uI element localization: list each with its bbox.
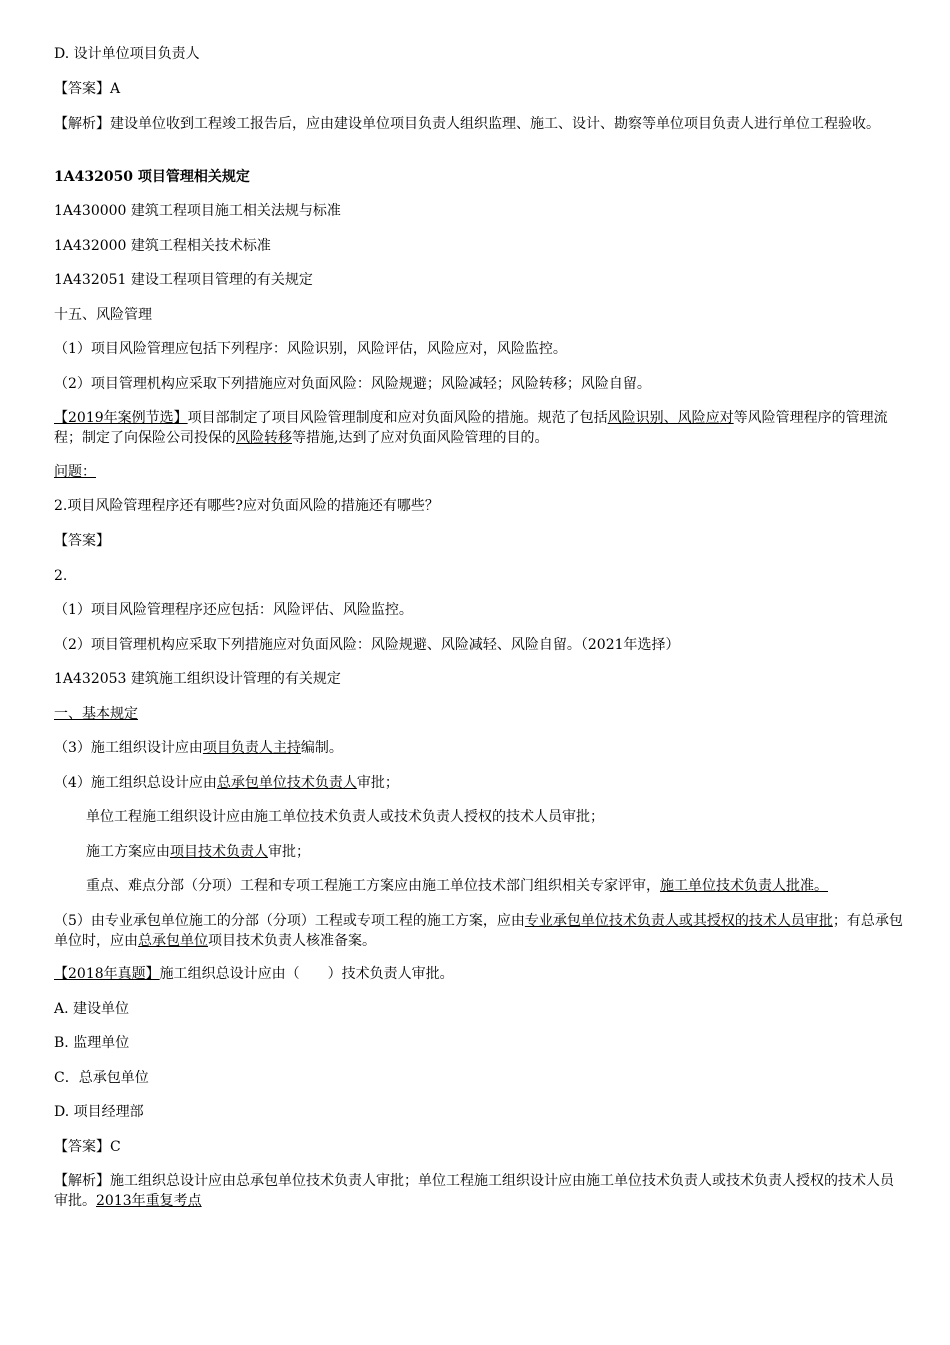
answer-label-line [54,531,904,551]
rule-text: （5）由专业承包单位施工的分部（分项）工程或专项工程的施工方案，应由 [54,913,525,929]
rule-highlight: 项目技术负责人 [170,844,268,860]
analysis-paragraph [54,1171,904,1211]
rule-highlight: 总承包单位 [138,933,208,949]
analysis-paragraph [54,114,904,134]
rule-text: 审批； [356,775,399,791]
option-d-line [54,1102,904,1122]
topic-text: 1A432051 建设工程项目管理的有关规定 [54,272,313,288]
analysis-text: 施工组织总设计应由总承包单位技术负责人审批；单位工程施工组织设计应由施工单位技术负责人或技术负责人授权的技术人员审批。 [54,1173,894,1209]
item-heading-text: 十五、风险管理 [54,307,152,323]
rule-text: 单位工程施工组织设计应由施工单位技术负责人或技术负责人授权的技术人员审批； [86,809,604,825]
question-text: 2.项目风险管理程序还有哪些?应对负面风险的措施还有哪些？ [54,498,439,514]
topic-text: 1A432053 建筑施工组织设计管理的有关规定 [54,671,341,687]
topic-line [54,270,904,290]
analysis-highlight: 2013年重复考点 [96,1193,202,1209]
option-text: D. 项目经理部 [54,1104,144,1120]
indented-rule-line [86,807,936,827]
answer-number: 2. [54,568,68,584]
rule-text: 编制。 [300,740,343,756]
section-heading-text: 1A432050 项目管理相关规定 [54,169,250,185]
case-text: 等风险管理程序的管理流程；制定了向保险公司投保的 [54,410,888,446]
rule-highlight: 总承包单位技术负责人 [216,775,357,791]
option-d-line [54,44,904,64]
answer-item [54,600,904,620]
rule-paragraph [54,911,904,951]
analysis-label: 【解析】 [54,116,110,132]
analysis-label: 【解析】 [54,1173,110,1189]
answer-text: 【答案】A [54,81,121,97]
option-b-line [54,1033,904,1053]
rule-text: （4）施工组织总设计应由 [54,775,217,791]
subheading-text: 一、基本规定 [54,706,138,722]
analysis-text: 建设单位收到工程竣工报告后，应由建设单位项目负责人组织监理、施工、设计、勘察等单位项目负责人进行单位工程验收。 [110,116,880,132]
answer-label: 【答案】 [54,533,110,549]
option-text: D. 设计单位项目负责人 [54,46,200,62]
option-text: C．总承包单位 [54,1070,149,1086]
rule-text: （1）项目风险管理应包括下列程序：风险识别，风险评估，风险应对，风险监控。 [54,341,567,357]
exam-question-text: 施工组织总设计应由（ ）技术负责人审批。 [159,966,454,982]
question-label-text: 问题： [54,464,96,480]
case-text: 等措施,达到了应对负面风险管理的目的。 [292,430,549,446]
rule-line [54,339,904,359]
exam-question-line [54,964,904,984]
rule-highlight: 项目负责人主持 [202,740,301,756]
answer-number-line [54,566,904,586]
topic-line [54,669,904,689]
subchapter-line [54,236,904,256]
rule-highlight: 施工单位技术负责人批准。 [660,878,828,894]
case-highlight: 风险转移 [236,430,292,446]
subchapter-text: 1A432000 建筑工程相关技术标准 [54,238,271,254]
question-line [54,496,904,516]
answer-item-text: （1）项目风险管理程序还应包括：风险评估、风险监控。 [54,602,413,618]
question-label [54,462,904,482]
answer-line [54,1137,904,1157]
rule-text: 审批； [268,844,310,860]
indented-rule-line [86,876,936,896]
chapter-line [54,201,904,221]
indented-rule-line [86,842,936,862]
case-tag: 【2019年案例节选】 [54,410,188,426]
option-a-line [54,999,904,1019]
rule-text: （2）项目管理机构应采取下列措施应对负面风险：风险规避；风险减轻；风险转移；风险自留。 [54,376,651,392]
section-heading [54,167,904,187]
rule-line [54,773,904,793]
option-text: B. 监理单位 [54,1035,130,1051]
rule-line [54,738,904,758]
option-text: A. 建设单位 [54,1001,130,1017]
case-highlight: 风险识别、风险应对 [607,410,734,426]
rule-line [54,374,904,394]
case-paragraph [54,408,904,448]
chapter-text: 1A430000 建筑工程项目施工相关法规与标准 [54,203,341,219]
answer-item [54,635,904,655]
subheading-line [54,704,904,724]
rule-text: ；有总承包单位时，应由 [54,913,903,949]
rule-highlight: 专业承包单位技术负责人或其授权的技术人员审批 [524,913,833,929]
rule-text: 重点、难点分部（分项）工程和专项工程施工方案应由施工单位技术部门组织相关专家评审， [86,878,660,894]
case-text: 项目部制定了项目风险管理制度和应对负面风险的措施。规范了包括 [187,410,608,426]
exam-tag: 【2018年真题】 [54,966,160,982]
answer-line [54,79,904,99]
rule-text: （3）施工组织设计应由 [54,740,203,756]
answer-item-text: （2）项目管理机构应采取下列措施应对负面风险：风险规避、风险减轻、风险自留。（2021年选择） [54,637,680,653]
option-c-line [54,1068,904,1088]
answer-text: 【答案】C [54,1139,121,1155]
rule-text: 施工方案应由 [86,844,170,860]
item-heading [54,305,904,325]
rule-text: 项目技术负责人核准备案。 [208,933,376,949]
